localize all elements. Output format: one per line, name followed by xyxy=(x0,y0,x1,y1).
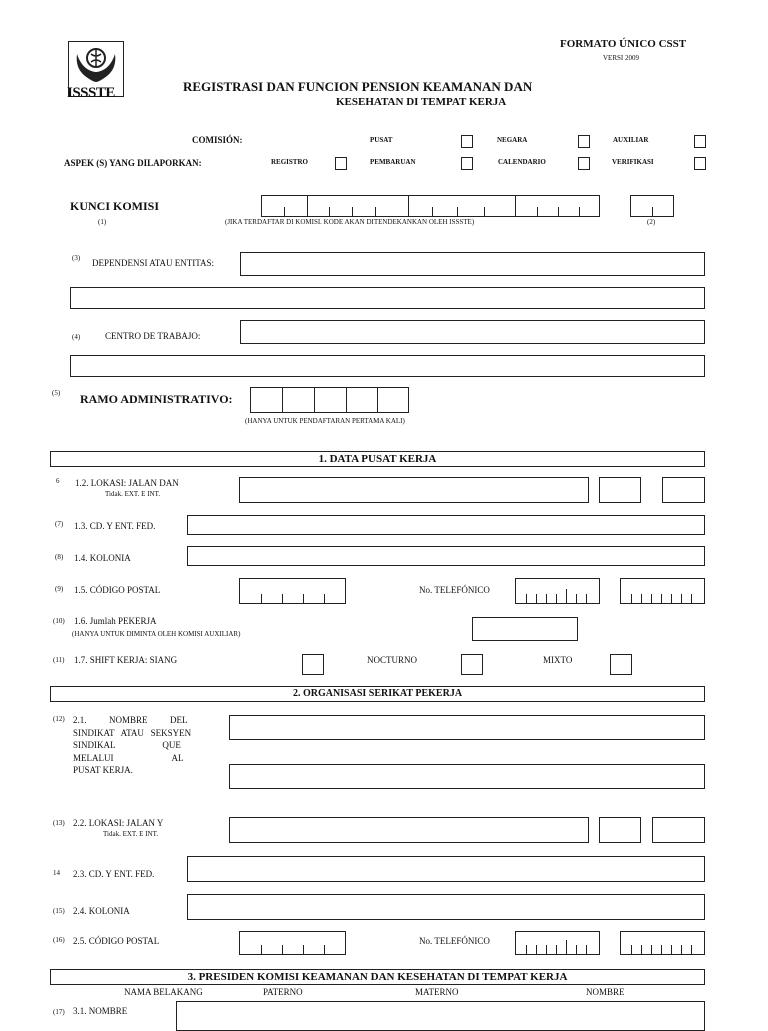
s2-cd-field[interactable] xyxy=(187,856,705,882)
verifikasi-checkbox[interactable] xyxy=(694,157,706,170)
s2-postal-label: 2.5. CÓDIGO POSTAL xyxy=(73,936,160,946)
page-title-line2: KESEHATAN DI TEMPAT KERJA xyxy=(336,96,507,108)
s1-jumlah-label: 1.6. Jumlah PEKERJA xyxy=(74,616,157,626)
s1-cd-number: (7) xyxy=(55,520,64,528)
s2-phone-label: No. TELEFÓNICO xyxy=(419,936,490,946)
s1-lokasi-number: 6 xyxy=(56,477,60,485)
s1-mixto-label: MIXTO xyxy=(543,655,573,665)
s2-postal-number: (16) xyxy=(53,936,65,944)
aspect-option-pembaruan: PEMBARUAN xyxy=(370,158,416,166)
shift-nocturno-checkbox[interactable] xyxy=(461,654,483,675)
s2-nombre-field[interactable] xyxy=(229,715,705,740)
s2-nombre-line2: SINDIKAT ATAU SEKSYEN xyxy=(73,728,192,738)
s1-int-number-field[interactable] xyxy=(662,477,705,503)
s2-ext-number-field[interactable] xyxy=(599,817,641,843)
shift-siang-checkbox[interactable] xyxy=(302,654,324,675)
s3-col-paterno: PATERNO xyxy=(263,987,303,997)
section2-title: 2. ORGANISASI SERIKAT PEKERJA xyxy=(50,686,705,702)
aspect-option-registro: REGISTRO xyxy=(271,158,308,166)
calendario-checkbox[interactable] xyxy=(578,157,590,170)
aspects-label: ASPEK (S) YANG DILAPORKAN: xyxy=(64,158,202,168)
page-title-line1: REGISTRASI DAN FUNCION PENSION KEAMANAN DAN xyxy=(183,79,533,94)
s1-street-field[interactable] xyxy=(239,477,589,503)
s2-kolonia-field[interactable] xyxy=(187,894,705,920)
centro-label: CENTRO DE TRABAJO: xyxy=(105,331,201,341)
s2-nombre-field-line2[interactable] xyxy=(229,764,705,789)
commission-option-auxiliar: AUXILIAR xyxy=(613,136,649,144)
kunci-note: (JIKA TERDAFTAR DI KOMISI. KODE AKAN DITENDEKANKAN OLEH ISSSTE) xyxy=(225,218,475,226)
s1-jumlah-note: (HANYA UNTUK DIMINTA OLEH KOMISI AUXILIAR) xyxy=(72,630,241,638)
dependency-label: DEPENDENSI ATAU ENTITAS: xyxy=(92,258,215,268)
ramo-number: (5) xyxy=(52,389,61,397)
auxiliar-checkbox[interactable] xyxy=(694,135,706,148)
s3-col-nombre: NOMBRE xyxy=(586,987,625,997)
hands-emblem-icon xyxy=(69,44,123,86)
commission-option-negara: NEGARA xyxy=(497,136,528,144)
s1-kolonia-field[interactable] xyxy=(187,546,705,566)
format-title: FORMATO ÚNICO CSST xyxy=(560,38,687,50)
s1-postal-label: 1.5. CÓDIGO POSTAL xyxy=(74,585,161,595)
shift-mixto-checkbox[interactable] xyxy=(610,654,632,675)
s1-postal-number: (9) xyxy=(55,585,64,593)
kunci-komisi-field[interactable] xyxy=(261,195,600,217)
aspect-option-calendario: CALENDARIO xyxy=(498,158,546,166)
commission-label: COMISIÓN: xyxy=(192,135,243,145)
dependency-number: (3) xyxy=(72,254,81,262)
s2-cd-number: 14 xyxy=(53,869,60,877)
s1-kolonia-label: 1.4. KOLONIA xyxy=(74,553,131,563)
commission-option-pusat: PUSAT xyxy=(370,136,393,144)
issste-logo xyxy=(67,41,124,101)
s3-col-nama-belakang: NAMA BELAKANG xyxy=(124,987,203,997)
s2-phone-field-b[interactable] xyxy=(620,931,705,955)
aspect-option-verifikasi: VERIFIKASI xyxy=(612,158,654,166)
section1-title: 1. DATA PUSAT KERJA xyxy=(50,451,705,467)
s3-nombre-label: 3.1. NOMBRE xyxy=(73,1006,128,1016)
s3-nombre-number: (17) xyxy=(53,1008,65,1016)
registro-checkbox[interactable] xyxy=(335,157,347,170)
logo-text: ISSSTE xyxy=(67,85,115,101)
section3-title: 3. PRESIDEN KOMISI KEAMANAN DAN KESEHATAN DI TEMPAT KERJA xyxy=(50,969,705,985)
s2-nombre-line1: 2.1. NOMBRE DEL xyxy=(73,715,188,725)
s2-nombre-line4: MELALUI AL xyxy=(73,753,184,763)
s2-lokasi-sublabel: Tidak. EXT. E INT. xyxy=(103,830,159,838)
centro-field[interactable] xyxy=(240,320,705,344)
s1-phone-label: No. TELEFÓNICO xyxy=(419,585,490,595)
s1-jumlah-field[interactable] xyxy=(472,617,578,641)
s2-nombre-line3: SINDIKAL QUE xyxy=(73,740,181,750)
s2-cd-label: 2.3. CD. Y ENT. FED. xyxy=(73,869,155,879)
ramo-field[interactable] xyxy=(250,387,409,413)
s3-col-materno: MATERNO xyxy=(415,987,459,997)
ramo-label: RAMO ADMINISTRATIVO: xyxy=(80,392,233,406)
s1-nocturno-label: NOCTURNO xyxy=(367,655,418,665)
s2-lokasi-number: (13) xyxy=(53,819,65,827)
kunci-number-2: (2) xyxy=(647,218,656,226)
version-label: VERSI 2009 xyxy=(603,54,639,62)
s2-phone-field-a[interactable] xyxy=(515,931,600,955)
centro-field-line2[interactable] xyxy=(70,355,705,377)
s1-lokasi-label: 1.2. LOKASI: JALAN DAN xyxy=(75,478,179,488)
pusat-checkbox[interactable] xyxy=(461,135,473,148)
s2-nombre-line5: PUSAT KERJA. xyxy=(73,765,133,775)
s2-lokasi-label: 2.2. LOKASI: JALAN Y xyxy=(73,818,164,828)
s1-jumlah-number: (10) xyxy=(53,617,65,625)
kunci-komisi-label: KUNCI KOMISI xyxy=(70,199,160,213)
s3-nombre-field[interactable] xyxy=(176,1001,705,1031)
pembaruan-checkbox[interactable] xyxy=(461,157,473,170)
s1-postal-field[interactable] xyxy=(239,578,346,604)
ramo-note: (HANYA UNTUK PENDAFTARAN PERTAMA KALI) xyxy=(245,417,405,425)
s1-kolonia-number: (8) xyxy=(55,553,64,561)
s1-ext-number-field[interactable] xyxy=(599,477,641,503)
s1-shift-label: 1.7. SHIFT KERJA: SIANG xyxy=(74,655,178,665)
s2-street-field[interactable] xyxy=(229,817,589,843)
s2-nombre-number: (12) xyxy=(53,715,65,723)
s2-postal-field[interactable] xyxy=(239,931,346,955)
dependency-field[interactable] xyxy=(240,252,705,276)
dependency-field-line2[interactable] xyxy=(70,287,705,309)
kunci-komisi-suffix-field[interactable] xyxy=(630,195,674,217)
centro-number: (4) xyxy=(72,333,81,341)
s1-cd-label: 1.3. CD. Y ENT. FED. xyxy=(74,521,156,531)
s1-phone-field-b[interactable] xyxy=(620,578,705,604)
s1-cd-field[interactable] xyxy=(187,515,705,535)
s2-kolonia-number: (15) xyxy=(53,907,65,915)
s1-shift-number: (11) xyxy=(53,656,65,664)
negara-checkbox[interactable] xyxy=(578,135,590,148)
s1-phone-field-a[interactable] xyxy=(515,578,600,604)
kunci-number-1: (1) xyxy=(98,218,107,226)
s2-int-number-field[interactable] xyxy=(652,817,705,843)
s1-lokasi-sublabel: Tidak. EXT. E INT. xyxy=(105,490,161,498)
s2-kolonia-label: 2.4. KOLONIA xyxy=(73,906,130,916)
